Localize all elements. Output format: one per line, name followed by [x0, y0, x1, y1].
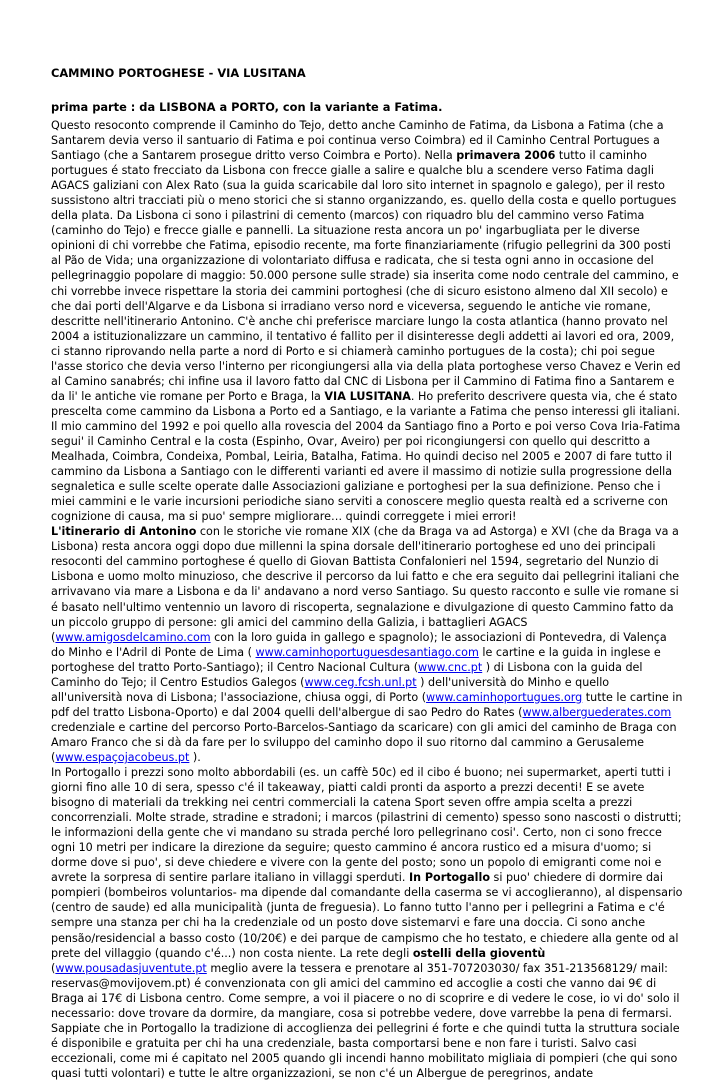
link-caminhoportugues[interactable]: www.caminhoportugues.org: [426, 690, 583, 704]
bold-text: ostelli della gioventù: [412, 946, 546, 960]
text-run: con le storiche vie romane XIX (che da Braga va ad Astorga) e XVI (che da Braga va a Lisbona) resta ancora oggi dopo due millenni la spina dorsale dell'itinerario portoghese ed uno dei principali resoconti del cammino portoghese é quello di Giovan Battista Confalonieri nel 1594, segretario del Nunzio di Lisbona e uomo molto minuzioso, che descrive il percorso da lui fatto e che era seguito dai pellegrini italiani che arrivavano via mare a Lisbona e da li' andavano a nord verso Santiago. Su questo racconto e sulle vie romane si é basato nell'ultimo ventennio un lavoro di riscoperta, segnalazione e divulgazione di questo Cammino fatto da un piccolo gruppo di persone: gli amici del cammino della Galizia, i battaglieri AGACS (: [51, 525, 680, 644]
bold-text: L'itinerario di Antonino: [51, 525, 197, 539]
link-cnc[interactable]: www.cnc.pt: [418, 660, 483, 674]
link-pousadasjuventute[interactable]: www.pousadasjuventute.pt: [55, 961, 207, 975]
document-page: [51, 66, 683, 1081]
link-ceg[interactable]: www.ceg.fcsh.unl.pt: [304, 675, 417, 689]
link-amigosdelcamino[interactable]: www.amigosdelcamino.com: [55, 630, 211, 644]
text-run: con la loro guida in gallego e spagnolo); le associazioni di Pontevedra, di Valença do Minho e l'Adril di Ponte de Lima (: [51, 630, 667, 659]
link-espacojacobeus[interactable]: www.espaçojacobeus.pt: [55, 750, 190, 764]
document-subtitle: prima parte : da LISBONA a PORTO, con la variante a Fatima.: [51, 100, 443, 114]
text-run: ) di Lisbona con la guida del Caminho do Tejo; il Centro Estudios Galegos (: [51, 660, 643, 689]
text-run: credenziale e cartine del percorso Porto-Barcelos-Santiago da scaricare) con gli amici del caminho de Braga con Amaro Franco che si dà da fare per lo sviluppo del caminho dopo il suo ritorno dal cammino a Gerusaleme (: [51, 720, 677, 764]
bold-text: VIA LUSITANA: [324, 389, 411, 403]
text-run: tutto il caminho portugues é stato frecciato da Lisbona con frecce gialle a salire e qualche blu a scendere verso Fatima dagli AGACS galiziani con Alex Rato (sua la guida scaricabile dal loro sito internet in spagnolo e galego), per il resto sussistono altri tracciati più o meno storici che si stanno organizzando, es. quello della costa e quello portugues della plata. Da Lisbona ci sono i pilastrini di cemento (marcos) con riquadro blu del cammino verso Fatima (caminho do Tejo) e frecce gialle e pannelli. La situazione resta ancora un po' ingarbugliata per le diverse opinioni di chi vorrebbe che Fatima, episodio recente, ma forte finanziariamente (rifugio pellegrini da 300 posti al Pão de Vida; una organizzazione di volontariato diffusa e radicata, che si testa ogni anno in occasione del pellegrinaggio popolare di maggio: 50.000 persone sulle strade) sia inserita come nodo centrale del cammino, e chi vorrebbe invece rispettare la storia dei cammini portoghesi (che di sicuro esistono almeno dal XII secolo) e che dai porti dell'Algarve e da Lisbona si irradiano verso nord e viceversa, seguendo le antiche vie romane, descritte nell'itinerario Antonino. C'è anche chi preferisce marciare lungo la costa atlantica (hanno provato nel 2004 a istituzionalizzare un cammino, il tentativo é fallito per il disinteresse degli addetti ai lavori ed ora, 2009, ci stanno riprovando nella parte a nord di Porto e si chiamerà caminho portugues de la costa); chi poi segue l'asse storico che devia verso l'interno per ricongiungersi alla via della plata portoghese verso Chavez e Verin ed al Camino sanabrés; chi infine usa il lavoro fatto dal CNC di Lisbona per il Cammino di Fatima fino a Santarem e da li' le antiche vie romane per Porto e Braga, la: [51, 149, 681, 403]
document-title: CAMMINO PORTOGHESE - VIA LUSITANA: [51, 66, 306, 80]
text-run: ).: [189, 750, 201, 764]
paragraph-intro: [51, 118, 683, 524]
text-run: meglio avere la tessera e prenotare al 351-707203030/ fax 351-213568129/ mail: reservas@movijovem.pt) é convenzionata con gli amici del cammino ed accoglie a costi che vanno dai 9€ di Braga ai 17€ di Lisbona centro: [51, 961, 668, 1005]
bold-text: In Portogallo: [408, 871, 490, 885]
text-run: (: [51, 961, 56, 975]
text-run: In Portogallo i prezzi sono molto abbordabili (es. un caffè 50c) ed il cibo é buono; nei supermarket, aperti tutti i giorni fino alle 10 di sera, spesso c'é il takeaway, piatti caldi pronti da asporto a prezzi decenti! E se avete bisogno di materiali da trekking nei centri commerciali la catena Sport seven offre ampia scelta a prezzi concorrenziali. Molte strade, stradine e stradoni; i marcos (pilastrini di cemento) spesso sono nascosti o distrutti; le informazioni della gente che vi mandano su strada perché loro pellegrinano cosi'. Certo, non ci sono frecce ogni 10 metri per indicare la direzione da seguire; questo cammino é ancora rustico ed a misura d'uomo; si dorme dove si puo', si deve chiedere e vivere con la gente del posto; sono un popolo di emigranti come noi e avrete la sorpresa di sentire parlare italiano in villaggi sperduti.: [51, 766, 682, 885]
text-run: si puo' chiedere di dormire dai pompieri (bombeiros voluntarios- ma dipende dal comandante della caserma se vi accoglieranno), al dispensario (centro de saude) ed alla municipalità (junta de freguesia). Lo fanno tutto l'anno per i pellegrini a Fatima e c'é sempre una stanza per chi ha la credenziale od un posto dove sistemarvi e fare una doccia. Ci sono anche pensão/residencial a basso costo (10/20€) e dei parque de campismo che ho testato, e chiedere alla gente od al prete del villaggio (quando c'é...) non costa niente. La rete degli: [51, 871, 683, 960]
text-run: le cartine e la guida in inglese e portoghese del tratto Porto-Santiago); il Centro Nacional Cultura (: [51, 645, 661, 674]
link-caminhoportuguesdesantiago[interactable]: www.caminhoportuguesdesantiago.com: [255, 645, 479, 659]
paragraph-itinerario: [51, 524, 683, 765]
text-run: ) dell'università do Minho e quello all'università nova di Lisbona; l'associazione, chiusa oggi, di Porto (: [51, 675, 610, 704]
text-run: . Come sempre, a voi il piacere o no di scoprire e di vedere le cose, io vi do' solo il necessario: dove trovare da dormire, da mangiare, cosa si potrebbe vedere, dove varrebbe la pena di fermarsi. Sappiate che in Portogallo la tradizione di accoglienza dei pellegrini é forte e che quindi tutta la struttura sociale é disponibile e gratuita per chi ha una credenziale, basta comportarsi bene e non fare i turisti. Salvo casi eccezionali, come mi é capitato nel 2005 quando gli incendi hanno mobilitato migliaia di pompieri (che qui sono quasi tutti volontari) e tutte le altre organizzazioni, se non c'é un Albergue de peregrinos, andate: [51, 991, 680, 1080]
text-run: . Ho preferito descrivere questa via, che é stato prescelta come cammino da Lisbona a Porto ed a Santiago, e la variante a Fatima che penso interessi gli italiani. Il mio cammino del 1992 e poi quello alla rovescia del 2004 da Santiago fino a Porto e poi verso Cova Iria-Fatima segui' il Caminho Central e la costa (Espinho, Ovar, Aveiro) per poi ricongiungersi con quello qui descritto a Mealhada, Coimbra, Condeixa, Pombal, Leiria, Batalha, Fatima. Ho quindi deciso nel 2005 e 2007 di fare tutto il cammino da Lisbona a Santiago con le differenti varianti ed avere il massimo di notizie sulla progressione della segnaletica e sulle scelte operate dalle Associazioni galiziane e portoghesi per la sua definizione. Penso che i miei cammini e le varie incursioni periodiche siano serviti a conoscere meglio questa realtà ed a scriverne con cognizione di causa, ma si puo' sempre migliorare… quindi correggete i miei errori!: [51, 389, 681, 524]
paragraph-portogallo: [51, 765, 683, 1081]
text-run: tutte le cartine in pdf del tratto Lisbona-Oporto) e dal 2004 quelli dell'albergue di sao Pedro do Rates (: [51, 690, 683, 719]
bold-text: primavera 2006: [456, 149, 556, 163]
document-body: [51, 118, 683, 1081]
link-alberguederates[interactable]: www.alberguederates.com: [522, 705, 672, 719]
text-run: Questo resoconto comprende il Caminho do Tejo, detto anche Caminho de Fatima, da Lisbona a Fatima (che a Santarem devia verso il santuario di Fatima e poi continua verso Coimbra) ed il Caminho Central Portugues a Santiago (che a Santarem prosegue dritto verso Coimbra e Porto). Nella: [51, 119, 664, 163]
